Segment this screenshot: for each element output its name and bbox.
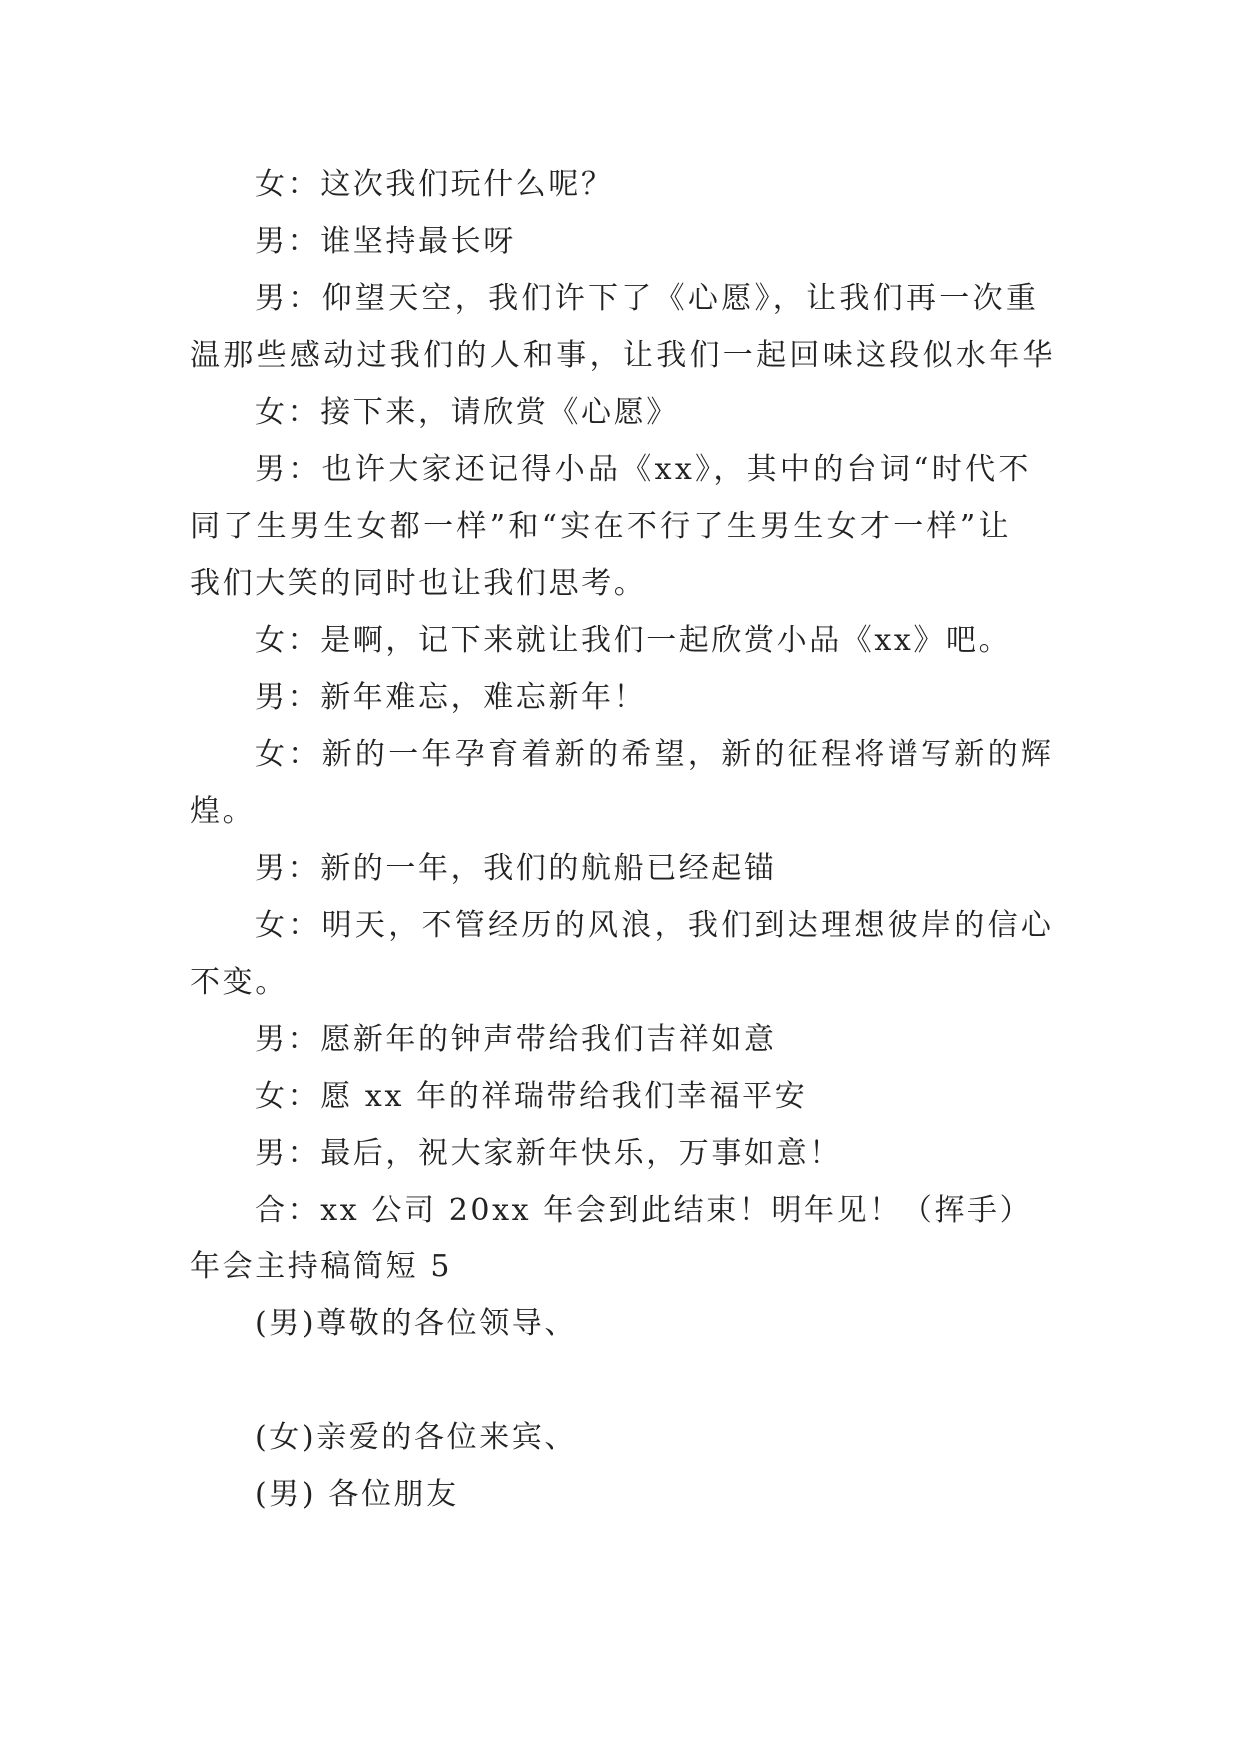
text-line: 男：新年难忘，难忘新年！ [255,680,647,715]
text-line: 男：愿新年的钟声带给我们吉祥如意 [255,1022,777,1057]
text-line: 女：是啊，记下来就让我们一起欣赏小品《xx》吧。 [255,623,1012,658]
text-line: 合：xx 公司 20xx 年会到此结束！明年见！（挥手） [255,1193,1033,1228]
text-line: 女：新的一年孕育着新的希望，新的征程将谱写新的辉 [255,737,1055,772]
text-line: 不变。 [190,965,288,1000]
section-heading: 年会主持稿简短 5 [190,1249,453,1284]
text-line: 煌。 [190,794,256,829]
text-line: 女：这次我们玩什么呢？ [255,167,614,202]
text-line: (女)亲爱的各位来宾、 [255,1420,578,1455]
text-line: 女：接下来，请欣赏《心愿》 [255,395,679,430]
text-line: 女：愿 xx 年的祥瑞带给我们幸福平安 [255,1079,808,1114]
text-line: 男：谁坚持最长呀 [255,224,516,259]
text-line: 我们大笑的同时也让我们思考。 [190,566,647,601]
text-line: 女：明天，不管经历的风浪，我们到达理想彼岸的信心 [255,908,1055,943]
text-line: 温那些感动过我们的人和事，让我们一起回味这段似水年华 [190,338,1056,373]
text-line: 男：最后，祝大家新年快乐，万事如意！ [255,1136,842,1171]
text-line: (男) 各位朋友 [255,1477,459,1512]
text-line: 男：仰望天空，我们许下了《心愿》，让我们再一次重 [255,281,1040,316]
text-line: 同了生男生女都一样”和“实在不行了生男生女才一样”让 [190,509,1012,544]
text-line: 男：也许大家还记得小品《xx》，其中的台词“时代不 [255,452,1032,487]
text-line: 男：新的一年，我们的航船已经起锚 [255,851,777,886]
text-line: (男)尊敬的各位领导、 [255,1306,578,1341]
